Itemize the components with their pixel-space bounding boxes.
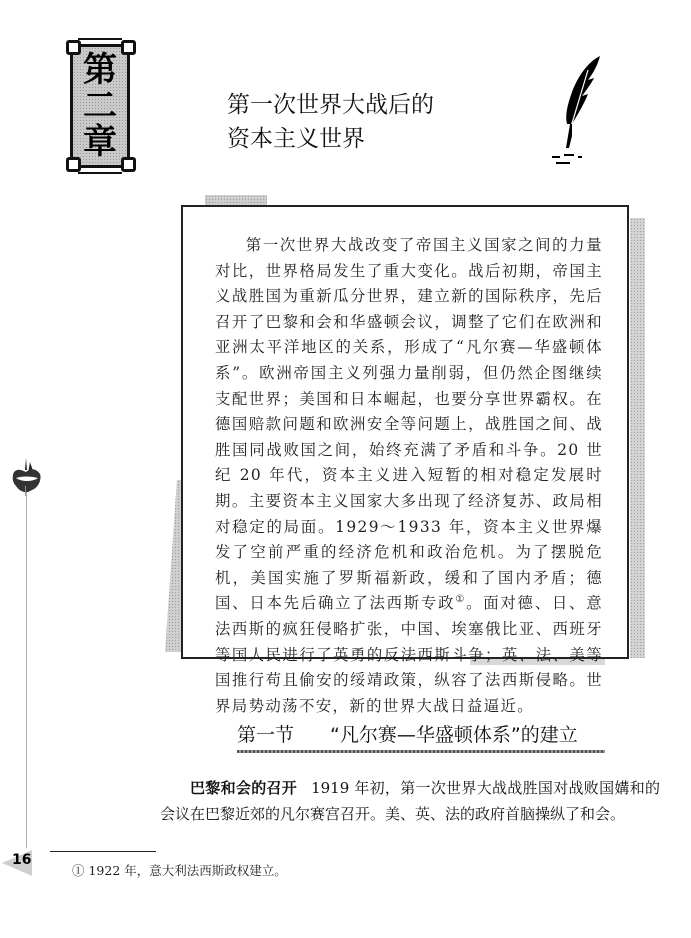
chapter-intro-text	[215, 233, 603, 719]
page-number: 16	[12, 852, 32, 868]
badge-bottom-bar	[78, 165, 122, 174]
intro-box-shadow	[630, 218, 645, 658]
body-text: 1919 年初，第一次世界大战战胜国对战败国媾和的会议在巴黎近郊的凡尔赛宫召开。美、英、法的政府首脑操纵了和会。	[160, 779, 660, 823]
intro-box-shadow	[165, 480, 182, 652]
footnote: ① 1922 年，意大利法西斯政权建立。	[72, 863, 287, 878]
chapter-char: 章	[83, 122, 117, 162]
chapter-title-line: 第一次世界大战后的	[227, 92, 434, 118]
section-number: 第一节	[237, 724, 295, 746]
quill-pen-icon	[548, 52, 608, 170]
badge-top-bar	[78, 38, 122, 47]
section-heading	[237, 720, 578, 750]
subsection-lead: 巴黎和会的召开	[190, 779, 298, 797]
footnote-divider	[50, 851, 156, 852]
chapter-title	[227, 88, 434, 156]
chapter-badge	[66, 38, 136, 174]
footnote-marker[interactable]: ①	[455, 594, 467, 606]
chapter-char: 二	[83, 86, 117, 126]
section-underline	[237, 750, 605, 753]
ornamental-emblem-icon	[8, 456, 44, 496]
section-title: “凡尔赛—华盛顿体系”的建立	[330, 724, 578, 746]
chapter-char: 第	[83, 50, 117, 90]
body-paragraph	[160, 775, 660, 827]
intro-text-part: 。面对德、日、意法西斯的疯狂侵略扩张，中国、埃塞俄比亚、西班牙等国人民进行了英勇的反法西斯斗争；英、法、美等国推行苟且偷安的绥靖政策，纵容了法西斯侵略。世界局势动荡不安，新的世界大战日益逼近。	[215, 594, 604, 715]
chapter-intro-box	[181, 205, 629, 715]
chapter-title-line: 资本主义世界	[227, 126, 365, 152]
margin-rule	[26, 488, 27, 848]
chapter-number	[66, 52, 134, 160]
intro-text-part: 第一次世界大战改变了帝国主义国家之间的力量对比，世界格局发生了重大变化。战后初期，帝国主义战胜国为重新瓜分世界，建立新的国际秩序，先后召开了巴黎和会和华盛顿会议，调整了它们在欧洲和亚洲太平洋地区的关系，形成了“凡尔赛—华盛顿体系”。欧洲帝国主义列强力量削弱，但仍然企图继续支配世界；美国和日本崛起，也要分享世界霸权。在德国赔款问题和欧洲安全等问题上，战胜国之间、战胜国同战败国之间，始终充满了矛盾和斗争。20 世纪 20 年代，资本主义进入短暂的相对稳定发展时期。主要资本主义国家大多出现了经济复苏、政局相对稳定的局面。1929～1933 年，资本主义世界爆发了空前严重的经济危机和政治危机。为了摆脱危机，美国实施了罗斯福新政，缓和了国内矛盾；德国、日本先后确立了法西斯专政	[215, 236, 603, 613]
